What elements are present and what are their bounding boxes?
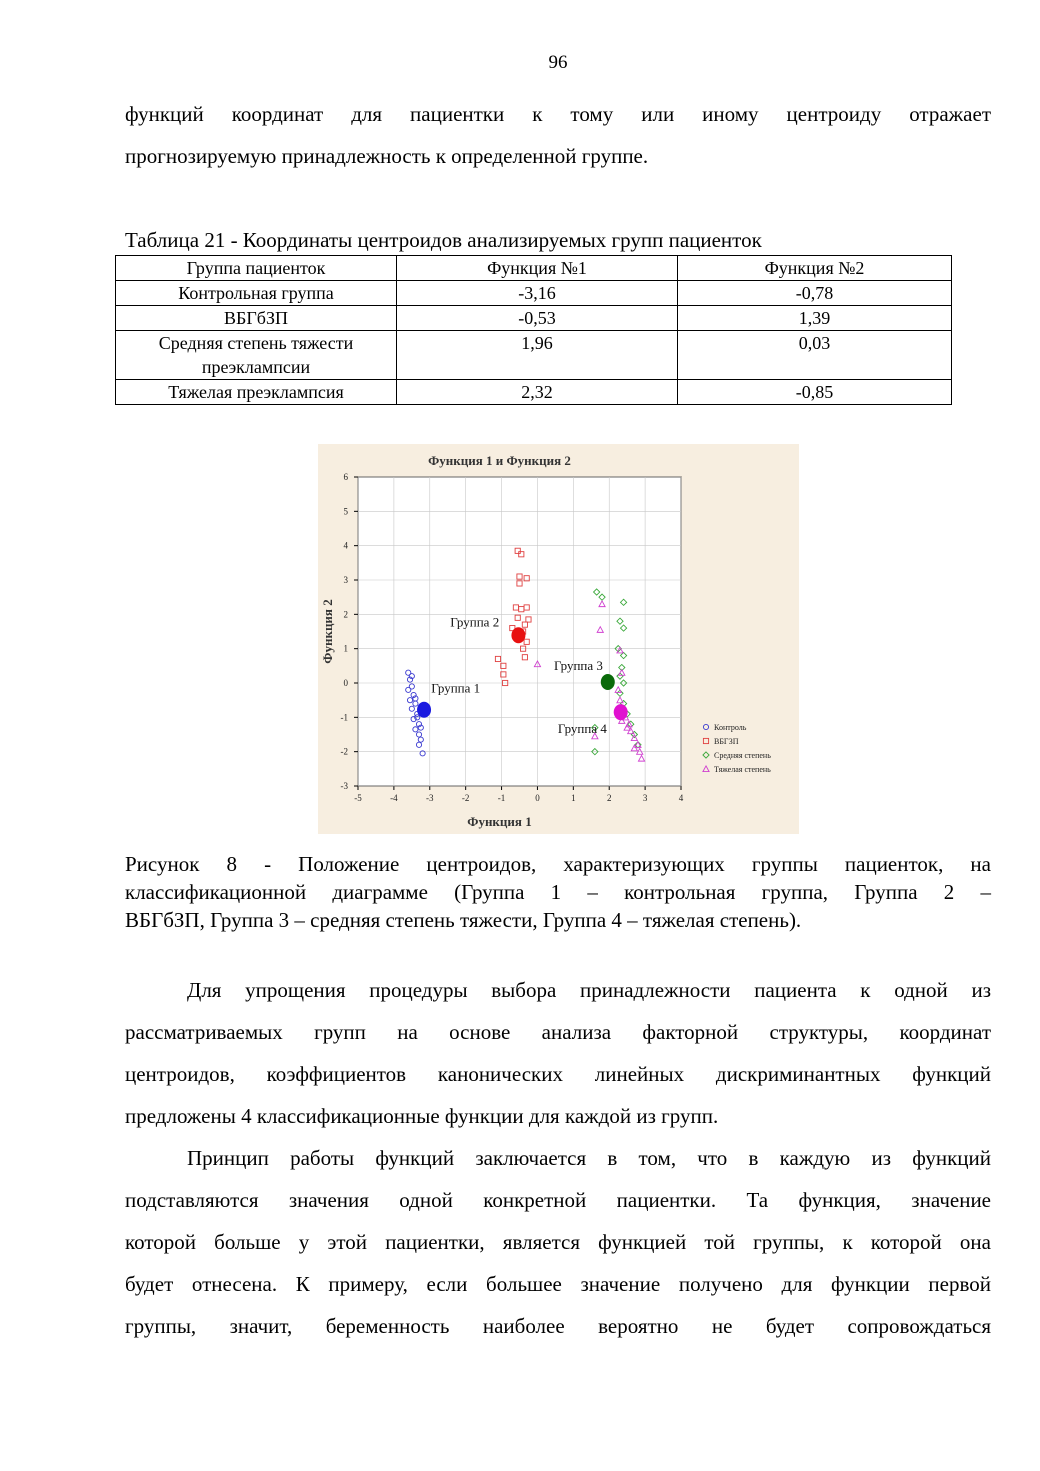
table-row (116, 331, 952, 380)
legend-marker (703, 766, 709, 772)
table-cell: Средняя степень тяжести преэклампсии (116, 331, 397, 380)
x-tick-label: -2 (461, 793, 470, 803)
x-tick-label: 0 (535, 793, 540, 803)
table-cell: Контрольная группа (116, 281, 397, 306)
table-header-cell: Группа пациенток (116, 256, 397, 281)
legend-marker (703, 752, 709, 758)
table-cell: -0,85 (678, 380, 952, 405)
text-line: подставляются значения одной конкретной пациентки. Та функция, значение (125, 1188, 991, 1212)
y-tick-label: -1 (340, 712, 348, 723)
legend-marker (703, 738, 708, 743)
y-axis-label: Функция 2 (320, 599, 335, 664)
table-header-cell: Функция №1 (397, 256, 678, 281)
table-cell: 1,39 (678, 306, 952, 331)
centroid-label: Группа 2 (450, 614, 500, 630)
page-number: 96 (548, 52, 568, 73)
y-tick-label: 5 (343, 506, 348, 517)
legend-label: Контроль (714, 723, 747, 732)
centroid-marker (511, 627, 525, 643)
text-line: предложены 4 классификационные функции для каждой из групп. (125, 1104, 719, 1128)
centroid-table (115, 255, 952, 405)
table-cell: -0,53 (397, 306, 678, 331)
y-tick-label: 4 (343, 540, 348, 551)
y-tick-label: 0 (343, 678, 348, 688)
x-tick-label: -1 (497, 793, 506, 803)
centroid-marker (417, 702, 431, 718)
table-row (116, 380, 952, 405)
text-line: которой больше у этой пациентки, является функцией той группы, к которой она (125, 1230, 991, 1254)
figure-caption (125, 850, 991, 934)
text-line: группы, значит, беременность наиболее вероятно не будет сопровождаться (125, 1314, 991, 1338)
centroid-label: Группа 4 (557, 720, 607, 736)
centroid-marker (614, 704, 628, 720)
chart-title: Функция 1 и Функция 2 (428, 453, 571, 468)
caption-line: ВБГбЗП, Группа 3 – средняя степень тяжести, Группа 4 – тяжелая степень). (125, 908, 802, 932)
x-tick-label: -4 (390, 793, 398, 803)
y-tick-label: 3 (343, 575, 348, 585)
x-tick-label: 4 (678, 793, 684, 803)
text-line: функций координат для пациентки к тому или иному центроиду отражает (125, 102, 991, 126)
table-cell: -0,78 (678, 281, 952, 306)
text-line: Для упрощения процедуры выбора принадлежности пациента к одной из (187, 978, 991, 1002)
x-tick-label: 1 (571, 793, 576, 803)
y-tick-label: -2 (340, 746, 348, 757)
table-cell: 1,96 (397, 331, 678, 380)
intro-paragraph (125, 93, 991, 177)
scatter-chart (318, 444, 799, 834)
y-tick-label: 6 (343, 472, 348, 482)
legend-marker (703, 724, 708, 729)
table-cell: 2,32 (397, 380, 678, 405)
centroid-label: Группа 1 (431, 680, 481, 696)
centroid-label: Группа 3 (553, 657, 603, 673)
x-axis-label: Функция 1 (467, 814, 532, 829)
text-line: рассматриваемых групп на основе анализа факторной структуры, координат (125, 1020, 991, 1044)
text-line: будет отнесена. К примеру, если большее значение получено для функции первой (125, 1272, 991, 1296)
table-row (116, 306, 952, 331)
table-row (116, 281, 952, 306)
table-header-cell: Функция №2 (678, 256, 952, 281)
caption-line: классификационной диаграмме (Группа 1 – контрольная группа, Группа 2 – (125, 880, 991, 904)
table-cell: Тяжелая преэклампсия (116, 380, 397, 405)
y-tick-label: 2 (343, 609, 348, 620)
table-header-row (116, 256, 952, 281)
body-paragraph-1 (125, 969, 991, 1137)
scatter-chart-figure (318, 444, 799, 834)
table-caption: Таблица 21 - Координаты центроидов анализируемых групп пациенток (125, 228, 762, 252)
x-tick-label: -3 (426, 793, 434, 803)
caption-line: Рисунок 8 - Положение центроидов, характеризующих группы пациенток, на (125, 852, 991, 876)
text-line: прогнозируемую принадлежность к определенной группе. (125, 144, 649, 168)
x-tick-label: 2 (606, 793, 612, 803)
legend-label: ВБГЗП (714, 737, 739, 746)
table-cell: 0,03 (678, 331, 952, 380)
text-line: Принцип работы функций заключается в том, что в каждую из функций (187, 1146, 991, 1170)
x-tick-label: 3 (642, 793, 648, 803)
centroid-marker (601, 674, 615, 690)
table-cell: -3,16 (397, 281, 678, 306)
legend-label: Средняя степень (714, 751, 771, 760)
body-paragraph-2 (125, 1137, 991, 1347)
y-tick-label: 1 (343, 643, 348, 654)
text-line: центроидов, коэффициентов канонических линейных дискриминантных функций (125, 1062, 991, 1086)
table-cell: ВБГбЗП (116, 306, 397, 331)
x-tick-label: -5 (354, 793, 362, 803)
legend-label: Тяжелая степень (714, 765, 771, 774)
y-tick-label: -3 (340, 781, 348, 791)
